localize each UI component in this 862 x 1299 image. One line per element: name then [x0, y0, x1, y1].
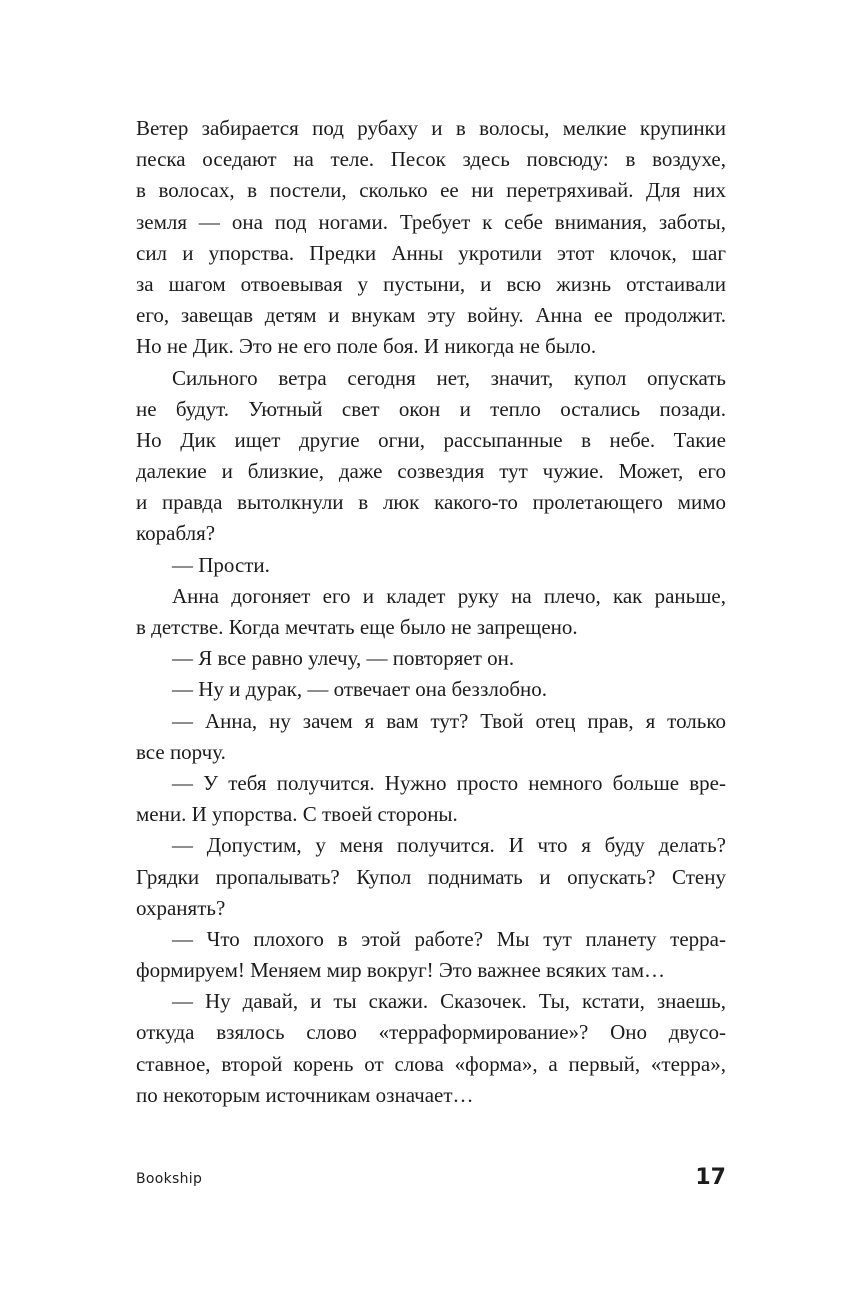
- text-line: охранять?: [136, 895, 226, 920]
- text-line: формируем! Меняем мир вокруг! Это важнее всяких там…: [136, 958, 666, 983]
- text-line: по некоторым источникам означает…: [136, 1082, 474, 1107]
- text-line: ставное, второй корень от слова «форма», а первый, «терра»,: [136, 1051, 726, 1076]
- text-line: — Допустим, у меня получится. И что я буду делать?: [172, 833, 726, 858]
- text-line: мени. И упорства. С твоей стороны.: [136, 802, 458, 827]
- text-line: — Анна, ну зачем я вам тут? Твой отец прав, я только: [172, 708, 726, 733]
- paragraph: [136, 363, 726, 550]
- text-line: Но не Дик. Это не его поле боя. И никогда не было.: [136, 334, 597, 359]
- page-footer: [136, 1167, 726, 1197]
- paragraph: [136, 768, 726, 830]
- text-line: песка оседают на теле. Песок здесь повсюду: в воздухе,: [136, 147, 726, 172]
- text-line: — Ну и дурак, — отвечает она беззлобно.: [172, 677, 548, 702]
- text-line: Анна догоняет его и кладет руку на плечо, как раньше,: [172, 583, 726, 608]
- text-line: далекие и близкие, даже созвездия тут чужие. Может, его: [136, 459, 726, 484]
- page-number: 17: [695, 1165, 726, 1190]
- publisher-brand: Bookship: [136, 1171, 203, 1187]
- text-line: сил и упорства. Предки Анны укротили этот клочок, шаг: [136, 240, 726, 265]
- paragraph: [136, 581, 726, 643]
- text-line: Грядки пропалывать? Купол поднимать и опускать? Стену: [136, 864, 726, 889]
- text-line: земля — она под ногами. Требует к себе внимания, заботы,: [136, 209, 726, 234]
- text-line: за шагом отвоевывая у пустыни, и всю жизнь отстаивали: [136, 271, 726, 296]
- paragraph: [136, 550, 726, 581]
- text-line: — Что плохого в этой работе? Мы тут планету терра-: [172, 926, 726, 951]
- text-line: в детстве. Когда мечтать еще было не запрещено.: [136, 615, 578, 639]
- paragraph: [136, 924, 726, 986]
- paragraph: [136, 674, 726, 705]
- text-line: — Прости.: [172, 552, 270, 577]
- body-text: [136, 113, 726, 1111]
- text-line: в волосах, в постели, сколько ее ни перетряхивай. Для них: [136, 178, 726, 203]
- paragraph: [136, 706, 726, 768]
- text-line: корабля?: [136, 521, 216, 546]
- text-line: не будут. Уютный свет окон и тепло остались позади.: [136, 396, 726, 421]
- text-line: и правда вытолкнули в люк какого-то пролетающего мимо: [136, 490, 726, 515]
- paragraph: [136, 986, 726, 1111]
- text-line: — Ну давай, и ты скажи. Сказочек. Ты, кстати, знаешь,: [172, 989, 726, 1014]
- text-line: Но Дик ищет другие огни, рассыпанные в небе. Такие: [136, 427, 726, 452]
- text-line: откуда взялось слово «терраформирование»? Оно двусо-: [136, 1020, 726, 1045]
- paragraph: [136, 113, 726, 363]
- text-line: Ветер забирается под рубаху и в волосы, мелкие крупинки: [136, 116, 726, 140]
- paragraph: [136, 830, 726, 924]
- text-line: Сильного ветра сегодня нет, значит, купол опускать: [172, 365, 726, 390]
- text-line: его, завещав детям и внукам эту войну. Анна ее продолжит.: [136, 303, 726, 328]
- text-line: — Я все равно улечу, — повторяет он.: [172, 646, 515, 671]
- text-line: — У тебя получится. Нужно просто немного больше вре-: [172, 770, 726, 795]
- text-line: все порчу.: [136, 739, 226, 764]
- paragraph: [136, 643, 726, 674]
